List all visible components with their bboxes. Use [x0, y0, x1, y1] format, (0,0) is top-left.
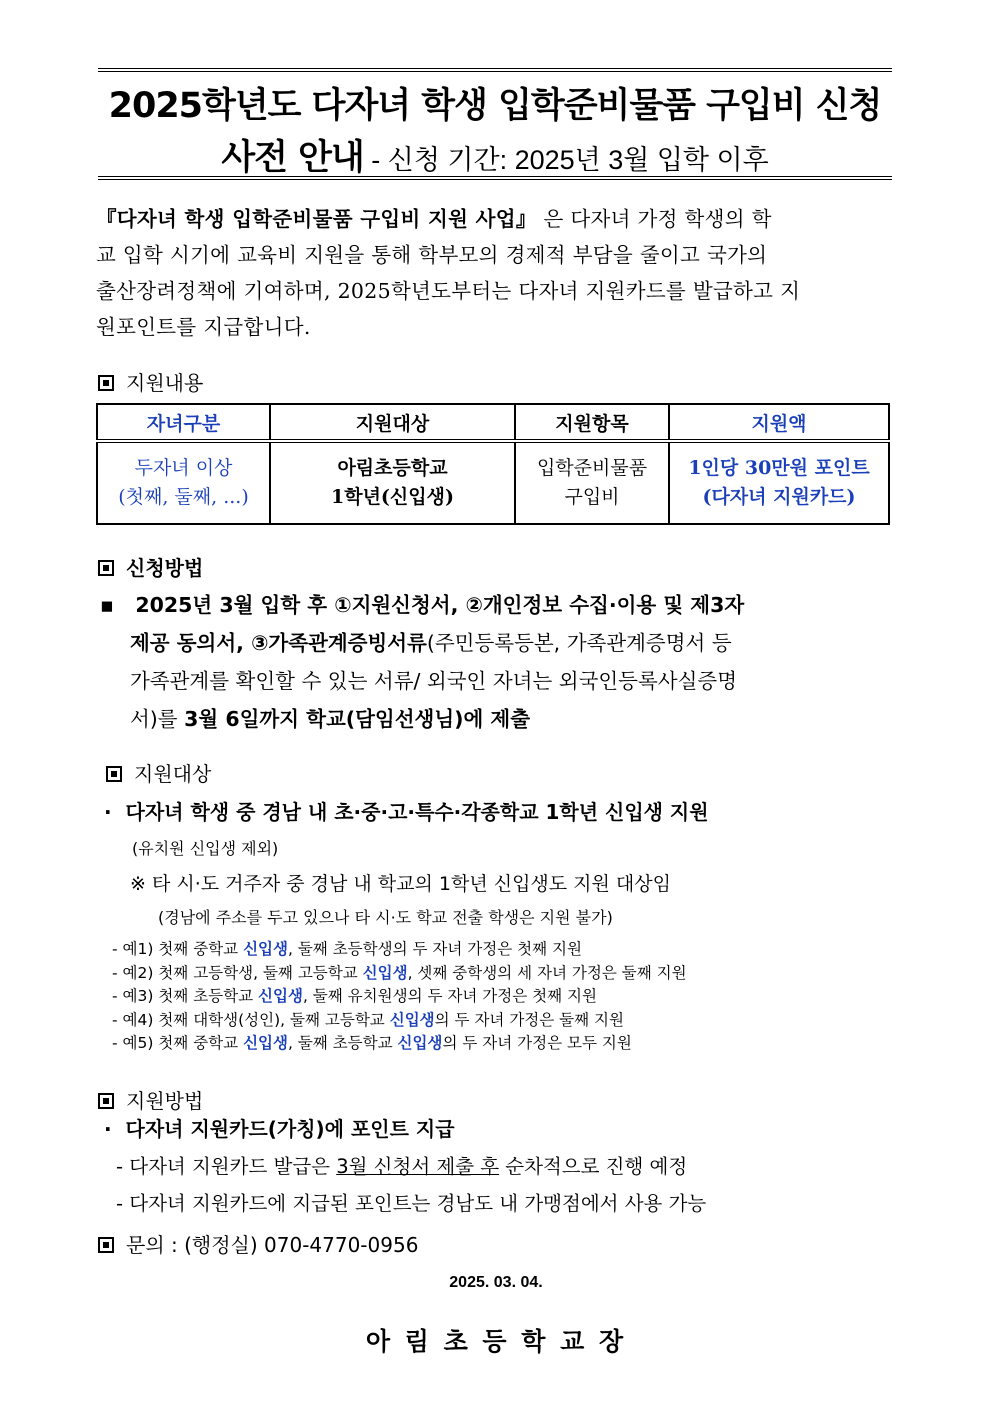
- list-item: [112, 938, 687, 962]
- example-text: , 둘째 초등학생의 두 자녀 가정은 첫째 지원: [287, 940, 582, 958]
- example-highlight: 신입생: [362, 963, 408, 982]
- subtitle-main: 사전 안내: [221, 138, 364, 178]
- intro-line-1-rest: 은 다자녀 가정 학생의 학: [543, 207, 772, 231]
- examples-list: [112, 938, 687, 1056]
- bullet: ▪: [100, 593, 114, 617]
- example-text: - 예5) 첫째 중학교: [112, 1034, 244, 1052]
- target-line-1: [104, 796, 709, 825]
- apply-line-3: 가족관계를 확인할 수 있는 서류/ 외국인 자녀는 외국인등록사실증명: [130, 669, 738, 693]
- cell-child-type: [97, 441, 270, 524]
- intro-line-1: [96, 201, 896, 237]
- intro-line-3: 출산장려정책에 기여하며, 2025학년도부터는 다자녀 지원카드를 발급하고 지: [96, 279, 801, 303]
- cell-child-type-line2: (첫째, 둘째, ...): [118, 486, 249, 508]
- example-highlight: 신입생: [258, 987, 303, 1005]
- example-highlight: 신입생: [397, 1034, 443, 1052]
- list-item: [112, 1032, 687, 1056]
- list-item: [112, 985, 687, 1009]
- cell-amount-line2: (다자녀 지원카드): [702, 486, 856, 508]
- page-subtitle: [98, 130, 892, 180]
- apply-line-4-bold: 3월 6일까지 학교(담임선생님)에 제출: [184, 707, 531, 731]
- apply-line-2-rest: (주민등록등본, 가족관계증명서 등: [426, 631, 732, 655]
- issue-date: 2025. 03. 04.: [449, 1274, 543, 1291]
- cell-target-line2: 1학년(신입생): [331, 486, 454, 508]
- apply-line-4-pre: 서)를: [130, 707, 185, 731]
- target-line-1-text: 다자녀 학생 중 경남 내 초·중·고·특수·각종학교 1학년 신입생 지원: [125, 800, 709, 824]
- intro-line-4: 원포인트를 지급합니다.: [96, 315, 311, 339]
- page-title: 2025학년도 다자녀 학생 입학준비물품 구입비 신청: [108, 86, 882, 126]
- square-bullet-icon: [106, 766, 122, 782]
- section-target-label: 지원대상: [134, 762, 212, 786]
- header-item: 지원항목: [515, 404, 669, 441]
- support-table: [96, 403, 890, 525]
- section-apply-title: [98, 552, 203, 581]
- list-item: [112, 962, 687, 986]
- cell-child-type-line1: 두자녀 이상: [134, 457, 233, 479]
- intro-paragraph: [96, 201, 896, 345]
- example-text: - 예1) 첫째 중학교: [112, 940, 244, 958]
- apply-line-1: [100, 586, 900, 624]
- method-line-2-underlined: 3월 신청서 제출 후: [336, 1155, 500, 1178]
- section-method-label: 지원방법: [126, 1089, 204, 1113]
- header-amount: 지원액: [669, 404, 889, 441]
- square-bullet-icon: [98, 1093, 114, 1109]
- apply-line-2-bold: 제공 동의서, ③가족관계증빙서류: [130, 631, 427, 655]
- section-support-title: [98, 367, 203, 396]
- square-bullet-icon: [98, 1237, 114, 1253]
- bullet: ·: [104, 1117, 112, 1141]
- title-box: [98, 68, 892, 180]
- example-text: 의 두 자녀 가정은 모두 지원: [442, 1034, 632, 1052]
- signature: 아 림 초 등 학 교 장: [365, 1327, 627, 1356]
- cell-amount-line1: 1인당 30만원 포인트: [688, 457, 870, 479]
- target-line-2: (유치원 신입생 제외): [132, 839, 279, 858]
- apply-line-4: [100, 700, 900, 738]
- method-line-2: [116, 1151, 687, 1179]
- square-bullet-icon: [98, 375, 114, 391]
- example-highlight: 신입생: [389, 1010, 435, 1029]
- example-highlight: 신입생: [243, 1034, 288, 1052]
- example-text: , 둘째 초등학교: [287, 1034, 398, 1052]
- header-child-type: 자녀구분: [97, 404, 270, 441]
- example-text: , 둘째 유치원생의 두 자녀 가정은 첫째 지원: [302, 987, 597, 1005]
- example-text: , 셋째 중학생의 세 자녀 가정은 둘째 지원: [407, 963, 687, 982]
- intro-line-2: 교 입학 시기에 교육비 지원을 통해 학부모의 경제적 부담을 줄이고 국가의: [96, 243, 768, 267]
- method-line-2-post: 순차적으로 진행 예정: [499, 1155, 688, 1178]
- program-name: 『다자녀 학생 입학준비물품 구입비 지원 사업』: [96, 207, 537, 231]
- table-row: [97, 441, 889, 524]
- table-header-row: [97, 404, 889, 441]
- example-highlight: 신입생: [243, 940, 288, 958]
- target-line-3: ※ 타 시·도 거주자 중 경남 내 학교의 1학년 신입생도 지원 대상임: [130, 873, 671, 895]
- section-apply-label: 신청방법: [126, 556, 204, 580]
- list-item: [112, 1009, 687, 1033]
- subtitle-period: - 신청 기간: 2025년 3월 입학 이후: [363, 145, 769, 175]
- method-line-2-pre: - 다자녀 지원카드 발급은: [116, 1155, 337, 1178]
- cell-item-line2: 구입비: [564, 486, 620, 508]
- contact-text: 문의 : (행정실) 070-4770-0956: [126, 1233, 419, 1257]
- apply-line-1-text: 2025년 3월 입학 후 ①지원신청서, ②개인정보 수집·이용 및 제3자: [135, 593, 745, 617]
- apply-line-2: [100, 624, 900, 662]
- cell-amount: [669, 441, 889, 524]
- header-target: 지원대상: [270, 404, 515, 441]
- apply-content: [100, 586, 900, 738]
- example-text: - 예2) 첫째 고등학생, 둘째 고등학교: [112, 963, 363, 982]
- example-text: 의 두 자녀 가정은 둘째 지원: [434, 1010, 624, 1029]
- square-bullet-icon: [98, 560, 114, 576]
- cell-target-line1: 아림초등학교: [337, 457, 448, 479]
- bullet: ·: [104, 800, 112, 824]
- target-line-4: (경남에 주소를 두고 있으나 타 시·도 학교 전출 학생은 지원 불가): [158, 908, 613, 927]
- contact-line: [98, 1229, 418, 1258]
- section-target-title: [106, 758, 211, 787]
- section-method-title: [98, 1085, 203, 1114]
- cell-item-line1: 입학준비물품: [536, 457, 648, 479]
- section-support-label: 지원내용: [126, 371, 204, 395]
- example-text: - 예3) 첫째 초등학교: [112, 987, 259, 1005]
- cell-item: [515, 441, 669, 524]
- cell-target: [270, 441, 515, 524]
- method-line-1-text: 다자녀 지원카드(가칭)에 포인트 지급: [125, 1117, 455, 1141]
- method-line-3: - 다자녀 지원카드에 지급된 포인트는 경남도 내 가맹점에서 사용 가능: [116, 1192, 707, 1215]
- example-text: - 예4) 첫째 대학생(성인), 둘째 고등학교: [112, 1010, 390, 1029]
- method-line-1: [104, 1113, 455, 1142]
